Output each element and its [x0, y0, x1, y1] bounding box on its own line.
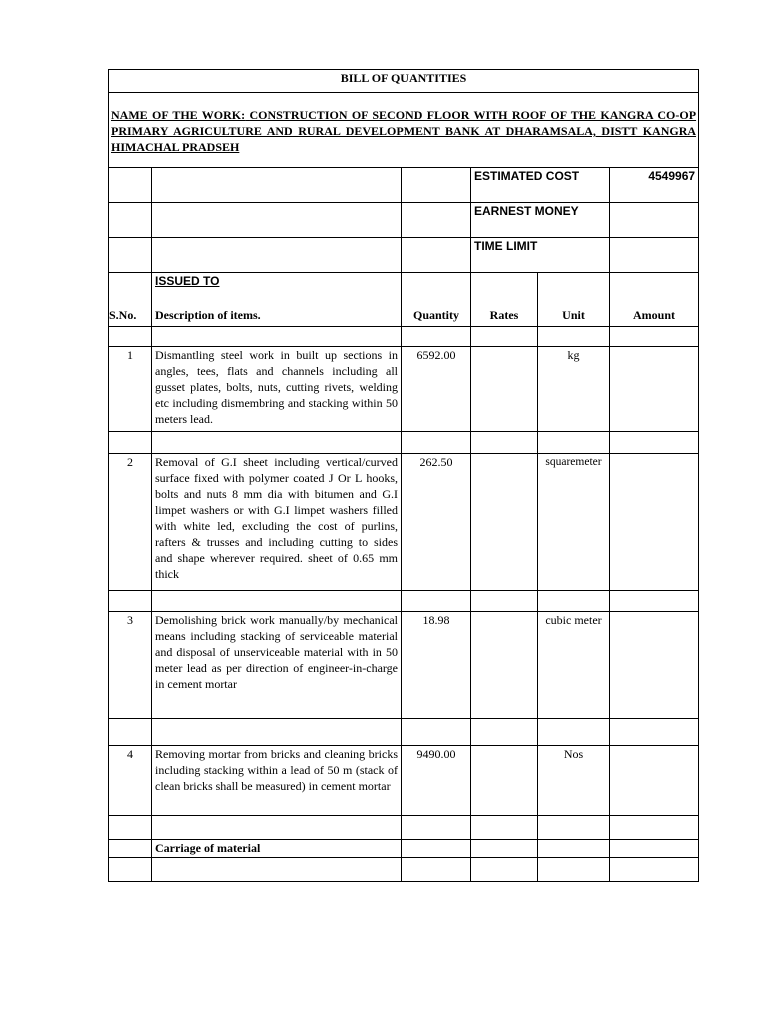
table-row [109, 454, 699, 591]
time-limit-row [109, 238, 699, 273]
item-description: Dismantling steel work in built up sections in angles, tees, flats and channels including all gusset plates, bolts, nuts, cutting rivets, welding etc including dismembring and stacking within 50 meters lead. [152, 347, 402, 432]
item-quantity: 262.50 [402, 454, 471, 591]
item-sno: 1 [109, 347, 152, 432]
blank-row [109, 858, 699, 882]
item-description: Demolishing brick work manually/by mechanical means including stacking of serviceable material and disposal of unserviceable material with in 50 meter lead as per direction of engineer-in-charge in cement mortar [152, 612, 402, 719]
col-rates-header: Rates [471, 307, 538, 327]
issued-to-row [109, 273, 699, 307]
blank-row [109, 432, 699, 454]
item-description: Removal of G.I sheet including vertical/curved surface fixed with polymer coated J Or L hooks, bolts and nuts 8 mm dia with bitumen and G.I limpet washers or with G.I limpet washers filled with white led, excluding the cost of purlins, rafters & trusses and including cutting to sides and shape wherever required. sheet of 0.65 mm thick [152, 454, 402, 591]
work-name-label: NAME OF THE WORK: [111, 108, 246, 122]
item-quantity: 18.98 [402, 612, 471, 719]
blank-row [109, 591, 699, 612]
col-quantity-header: Quantity [402, 307, 471, 327]
boq-sheet [108, 69, 698, 882]
work-name-row [109, 103, 699, 168]
work-name-text: CONSTRUCTION OF SECOND FLOOR WITH ROOF OF THE KANGRA CO-OP PRIMARY AGRICULTURE AND RURAL DEVELOPMENT BANK AT DHARAMSALA, DISTT KANGRA HIMACHAL PRADSEH [111, 108, 697, 154]
blank-row [109, 816, 699, 840]
time-limit-label: TIME LIMIT [471, 238, 610, 273]
col-amount-header: Amount [610, 307, 699, 327]
col-unit-header: Unit [538, 307, 610, 327]
item-sno: 3 [109, 612, 152, 719]
estimated-cost-row [109, 168, 699, 203]
item-quantity: 9490.00 [402, 746, 471, 816]
earnest-money-label: EARNEST MONEY [471, 203, 610, 238]
item-description: Removing mortar from bricks and cleaning bricks including stacking within a lead of 50 m (stack of clean bricks shall be measured) in cement mortar [152, 746, 402, 816]
spacer-row [109, 93, 699, 104]
issued-to-label: ISSUED TO [152, 273, 402, 307]
work-name [109, 103, 699, 168]
blank-row [109, 719, 699, 746]
item-unit: Nos [538, 746, 610, 816]
document-title: BILL OF QUANTITIES [109, 70, 699, 93]
section-heading: Carriage of material [152, 840, 402, 858]
table-row [109, 746, 699, 816]
item-unit: squaremeter [538, 454, 610, 591]
item-unit: kg [538, 347, 610, 432]
col-description-header: Description of items. [152, 307, 402, 327]
boq-table [108, 69, 699, 882]
col-sno-header: S.No. [109, 307, 152, 327]
blank-row [109, 327, 699, 347]
estimated-cost-label: ESTIMATED COST [471, 168, 610, 203]
item-sno: 2 [109, 454, 152, 591]
item-sno: 4 [109, 746, 152, 816]
item-unit: cubic meter [538, 612, 610, 719]
table-row [109, 612, 699, 719]
earnest-money-row [109, 203, 699, 238]
title-row [109, 70, 699, 93]
estimated-cost-value: 4549967 [610, 168, 699, 203]
item-quantity: 6592.00 [402, 347, 471, 432]
section-heading-row [109, 840, 699, 858]
table-row [109, 347, 699, 432]
column-header-row [109, 307, 699, 327]
